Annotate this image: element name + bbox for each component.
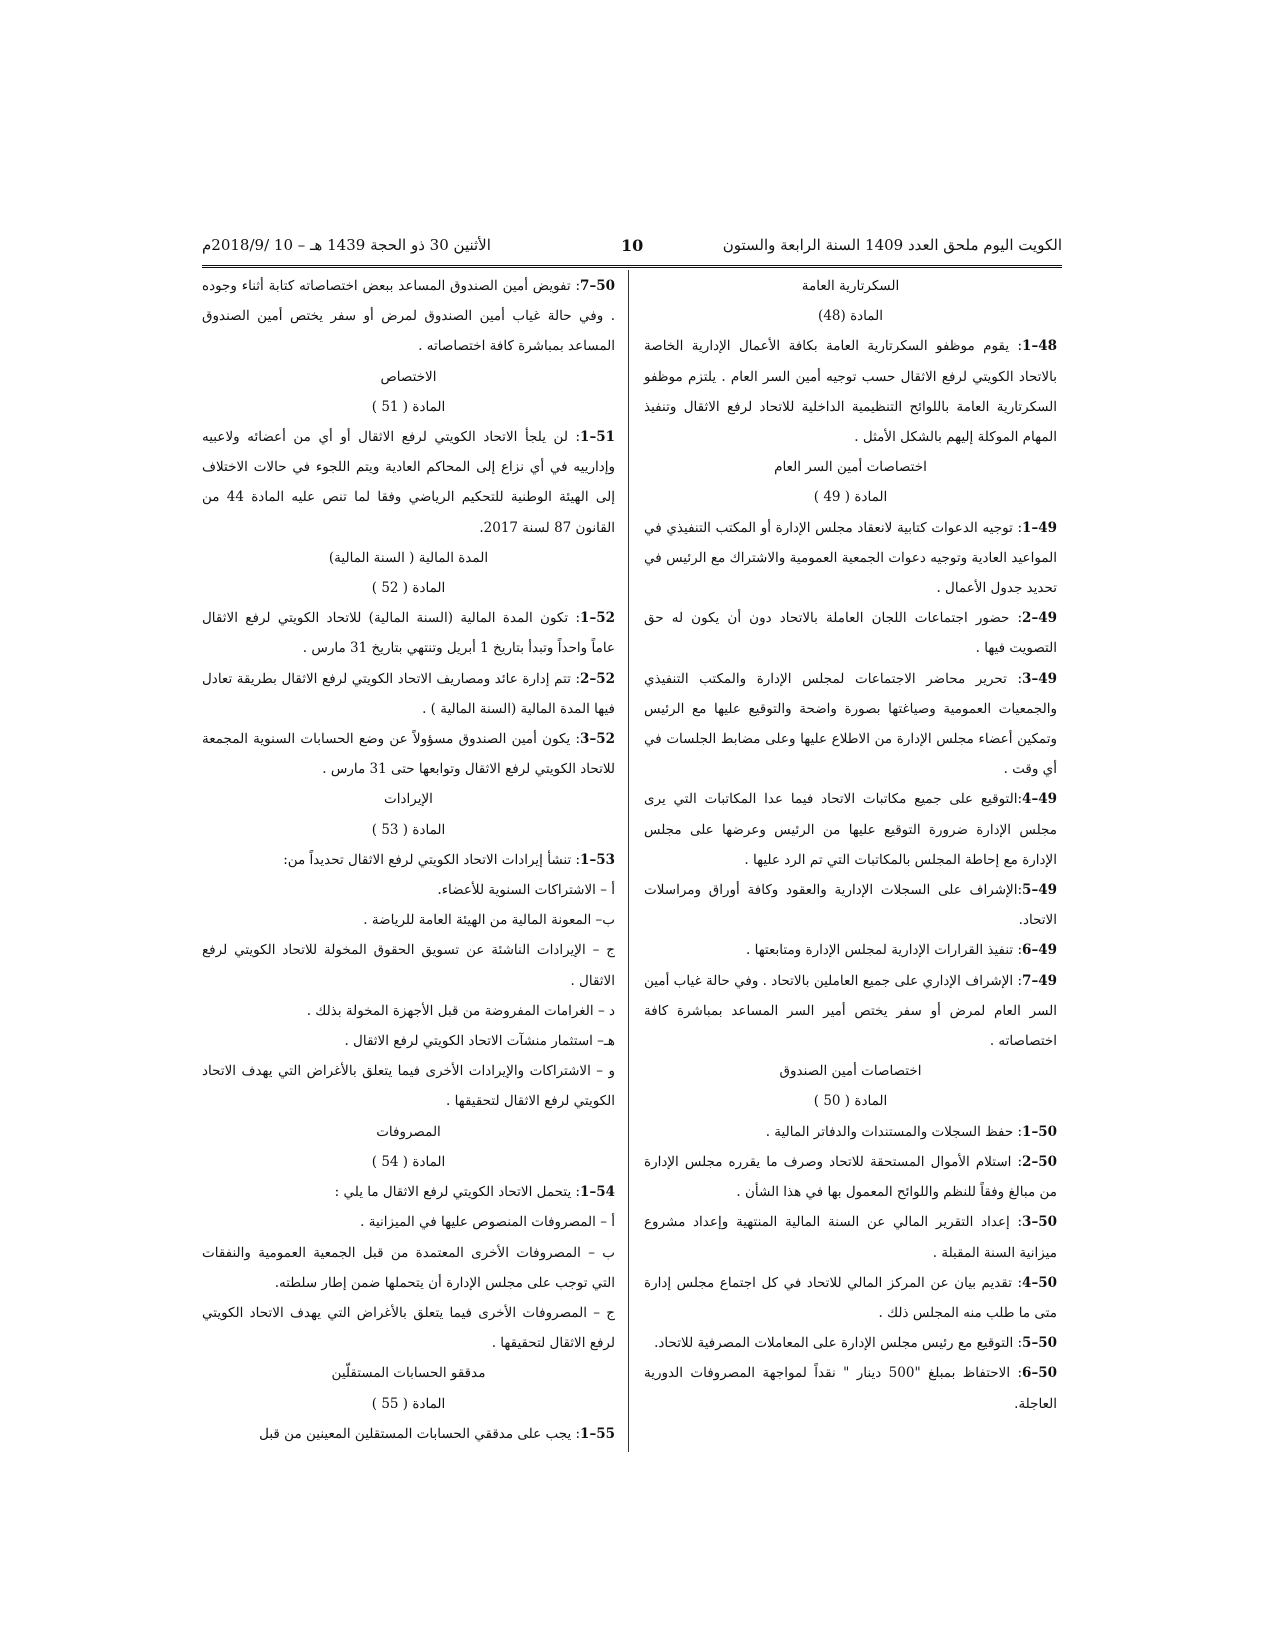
article-paragraph bbox=[202, 1207, 615, 1237]
clause-text: : توجيه الدعوات كتابية لانعقاد مجلس الإدارة أو المكتب التنفيذي في المواعيد العادية وتوجيه دعوات الجمعية العمومية والاشتراك مع الرئيس في تحديد جدول الأعمال . bbox=[644, 519, 1057, 597]
clause-number: 48–1 bbox=[1022, 338, 1057, 355]
clause-text: : تكون المدة المالية (السنة المالية) للاتحاد الكويتي لرفع الاثقال عاماً واحداً وتبدأ بتاريخ 1 أبريل وتنتهي بتاريخ 31 مارس . bbox=[202, 610, 615, 657]
article-paragraph bbox=[644, 784, 1057, 875]
article-paragraph bbox=[202, 875, 615, 905]
section-heading: مدققو الحسابات المستقلّين bbox=[331, 1365, 486, 1382]
clause-number: 50–5 bbox=[1022, 1335, 1057, 1352]
article-paragraph bbox=[202, 1056, 615, 1116]
clause-text: ب– المعونة المالية من الهيئة العامة للرياضة . bbox=[363, 912, 615, 929]
section-heading: المادة ( 54 ) bbox=[371, 1153, 446, 1170]
article-paragraph bbox=[644, 1207, 1057, 1267]
clause-number: 50–3 bbox=[1022, 1214, 1057, 1231]
clause-text: : تقديم بيان عن المركز المالي للاتحاد في كل اجتماع مجلس إدارة متى ما طلب منه المجلس ذلك . bbox=[644, 1274, 1057, 1321]
clause-text: : الاحتفاظ بمبلغ "500 دينار " نقداً لمواجهة المصروفات الدورية العاجلة. bbox=[644, 1365, 1057, 1412]
section-heading: اختصاصات أمين السر العام bbox=[774, 459, 927, 476]
section-heading: المادة ( 49 ) bbox=[813, 489, 888, 506]
section-heading: الاختصاص bbox=[380, 368, 437, 385]
article-paragraph bbox=[202, 935, 615, 995]
clause-number: 54–1 bbox=[580, 1184, 615, 1201]
section-heading: المادة ( 55 ) bbox=[371, 1395, 446, 1412]
page-header bbox=[202, 236, 1062, 260]
clause-text: : تنشأ إيرادات الاتحاد الكويتي لرفع الاثقال تحديداً من: bbox=[283, 851, 581, 868]
clause-text: : تفويض أمين الصندوق المساعد ببعض اختصاصاته كتابة أثناء وجوده . وفي حالة غياب أمين الصندوق لمرض أو سفر يختص أمين الصندوق المساعد بمباشرة كافة اختصاصاته . bbox=[202, 278, 615, 355]
section-heading: المادة ( 50 ) bbox=[813, 1093, 888, 1110]
clause-number: 53–1 bbox=[580, 851, 615, 868]
clause-text: : تحرير محاضر الاجتماعات لمجلس الإدارة والمكتب التنفيذي والجمعيات العمومية وصياغتها بصورة واضحة والتوقيع عليها مع الرئيس وتمكين أعضاء مجلس الإدارة من الاطلاع عليها وعلى مضابط الجلسات في أي وقت . bbox=[644, 670, 1057, 778]
article-paragraph bbox=[202, 724, 615, 784]
article-paragraph bbox=[202, 422, 615, 543]
clause-number: 50–1 bbox=[1022, 1123, 1057, 1140]
section-heading: المصروفات bbox=[376, 1123, 441, 1140]
clause-text: : استلام الأموال المستحقة للاتحاد وصرف ما يقرره مجلس الإدارة من مبالغ وفقاً للنظم واللوائح المعمول بها في هذا الشأن . bbox=[644, 1153, 1057, 1201]
clause-number: 55–1 bbox=[580, 1425, 615, 1442]
section-heading: السكرتارية العامة bbox=[801, 278, 900, 294]
clause-number: 50–6 bbox=[1022, 1365, 1057, 1382]
clause-number: 50–2 bbox=[1022, 1153, 1057, 1170]
article-paragraph bbox=[644, 966, 1057, 1057]
clause-text: هـ– استثمار منشآت الاتحاد الكويتي لرفع الاثقال . bbox=[344, 1033, 615, 1050]
section-heading: المدة المالية ( السنة المالية) bbox=[328, 549, 489, 566]
article-paragraph bbox=[202, 1177, 615, 1207]
clause-text: : تنفيذ القرارات الإدارية لمجلس الإدارة ومتابعتها . bbox=[746, 942, 1023, 959]
article-paragraph bbox=[644, 1117, 1057, 1147]
clause-text: ج – المصروفات الأخرى فيما يتعلق بالأغراض التي يهدف الاتحاد الكويتي لرفع الاثقال لتحقيقها . bbox=[202, 1304, 615, 1352]
article-paragraph bbox=[644, 1358, 1057, 1418]
article-paragraph bbox=[644, 1328, 1057, 1358]
clause-text: : إعداد التقرير المالي عن السنة المالية المنتهية وإعداد مشروع ميزانية السنة المقبلة . bbox=[644, 1214, 1057, 1261]
article-paragraph bbox=[202, 1026, 615, 1056]
clause-number: 49–2 bbox=[1022, 610, 1057, 627]
article-paragraph bbox=[644, 603, 1057, 663]
article-paragraph bbox=[644, 875, 1057, 935]
article-paragraph bbox=[202, 664, 615, 724]
clause-text: : حفظ السجلات والمستندات والدفاتر المالية . bbox=[765, 1123, 1023, 1140]
clause-text: : تتم إدارة عائد ومصاريف الاتحاد الكويتي لرفع الاثقال بطريقة تعادل فيها المدة المالية (السنة المالية ) . bbox=[202, 670, 615, 717]
clause-text: :الإشراف على السجلات الإدارية والعقود وكافة أوراق ومراسلات الاتحاد. bbox=[644, 882, 1057, 929]
section-heading: المادة ( 52 ) bbox=[371, 580, 446, 597]
header-rule bbox=[202, 265, 1062, 268]
clause-text: أ – المصروفات المنصوص عليها في الميزانية . bbox=[360, 1214, 615, 1231]
header-publication-info: الكويت اليوم ملحق العدد 1409 السنة الرابعة والستون bbox=[722, 236, 1062, 254]
article-paragraph bbox=[202, 1419, 615, 1449]
clause-number: 49–3 bbox=[1022, 670, 1057, 687]
page-number: 10 bbox=[621, 236, 644, 255]
article-paragraph bbox=[644, 513, 1057, 604]
clause-number: 49–5 bbox=[1022, 882, 1057, 899]
article-paragraph bbox=[202, 996, 615, 1026]
article-paragraph bbox=[644, 1268, 1057, 1328]
article-paragraph bbox=[202, 845, 615, 875]
clause-number: 49–6 bbox=[1022, 942, 1057, 959]
article-paragraph bbox=[644, 664, 1057, 785]
column-divider bbox=[628, 270, 629, 1452]
article-paragraph bbox=[202, 1238, 615, 1298]
clause-text: : يجب على مدققي الحسابات المستقلين المعينين من قبل bbox=[259, 1425, 581, 1442]
clause-number: 50–4 bbox=[1022, 1274, 1057, 1291]
clause-text: د – الغرامات المفروضة من قبل الأجهزة المخولة بذلك . bbox=[306, 1002, 615, 1019]
section-heading: المادة ( 51 ) bbox=[371, 398, 446, 415]
section-heading: اختصاصات أمين الصندوق bbox=[779, 1063, 922, 1080]
article-paragraph bbox=[202, 905, 615, 935]
section-heading: الإيرادات bbox=[384, 791, 433, 808]
clause-text: :التوقيع على جميع مكاتبات الاتحاد فيما عدا المكاتبات التي يرى مجلس الإدارة ضرورة التوقيع عليها من الرئيس وعرضها على مجلس الإدارة مع إحاطة المجلس بالمكاتبات التي تم الرد عليها . bbox=[644, 791, 1057, 868]
article-paragraph bbox=[202, 603, 615, 663]
article-paragraph bbox=[202, 1298, 615, 1358]
article-paragraph bbox=[644, 331, 1057, 452]
clause-text: و – الاشتراكات والإيرادات الأخرى فيما يتعلق بالأغراض التي يهدف الاتحاد الكويتي لرفع الاثقال لتحقيقها . bbox=[202, 1063, 615, 1110]
clause-text: : التوقيع مع رئيس مجلس الإدارة على المعاملات المصرفية للاتحاد. bbox=[654, 1335, 1023, 1352]
clause-number: 51–1 bbox=[580, 429, 615, 446]
header-date: الأثنين 30 ذو الحجة 1439 هـ – 10 /2018/9م bbox=[202, 236, 491, 254]
clause-text: : لن يلجأ الاتحاد الكويتي لرفع الاثقال أو أي من أعضائه ولاعبيه وإدارييه في أي نزاع إلى المحاكم العادية ويتم اللجوء في حالات الاختلاف إلى الهيئة الوطنية للتحكيم الرياضي وفقا لما تنص عليه المادة 44 من القانون 87 لسنة 2017. bbox=[202, 429, 615, 536]
clause-number: 52–1 bbox=[580, 610, 615, 627]
clause-number: 49–1 bbox=[1022, 519, 1057, 536]
clause-text: : الإشراف الإداري على جميع العاملين بالاتحاد . وفي حالة غياب أمين السر العام لمرض أو سفر يختص أمير السر المساعد بمباشرة كافة اختصاصاته . bbox=[644, 972, 1057, 1050]
clause-text: : يكون أمين الصندوق مسؤولاً عن وضع الحسابات السنوية المجمعة للاتحاد الكويتي لرفع الاثقال وتوابعها حتى 31 مارس . bbox=[202, 731, 615, 778]
section-heading: المادة ( 53 ) bbox=[371, 821, 446, 838]
clause-number: 52–2 bbox=[580, 670, 615, 687]
clause-text: : يقوم موظفو السكرتارية العامة بكافة الأعمال الإدارية الخاصة بالاتحاد الكويتي لرفع الاثقال حسب توجيه أمين السر العام . يلتزم موظفو السكرتارية العامة باللوائح التنظيمية الداخلية للاتحاد لرفع الاثقال وتنفيذ المهام الموكلة إليهم بالشكل الأمثل . bbox=[644, 338, 1057, 446]
clause-number: 50–7 bbox=[580, 278, 615, 294]
clause-text: : يتحمل الاتحاد الكويتي لرفع الاثقال ما يلي : bbox=[334, 1184, 581, 1201]
right-column bbox=[644, 271, 1057, 1419]
clause-text: أ – الاشتراكات السنوية للأعضاء. bbox=[437, 882, 615, 899]
clause-text: ج – الإيرادات الناشئة عن تسويق الحقوق المخولة للاتحاد الكويتي لرفع الاثقال . bbox=[202, 942, 615, 989]
clause-number: 49–7 bbox=[1022, 972, 1057, 989]
article-paragraph bbox=[202, 271, 615, 362]
article-paragraph bbox=[644, 1147, 1057, 1207]
clause-number: 52–3 bbox=[580, 731, 615, 748]
clause-text: : حضور اجتماعات اللجان العاملة بالاتحاد دون أن يكون له حق التصويت فيها . bbox=[644, 610, 1057, 657]
left-column bbox=[202, 271, 615, 1449]
clause-number: 49–4 bbox=[1022, 791, 1057, 808]
section-heading: المادة (48) bbox=[818, 308, 883, 325]
clause-text: ب – المصروفات الأخرى المعتمدة من قبل الجمعية العمومية والنفقات التي توجب على مجلس الإدارة أن يتحملها ضمن إطار سلطته. bbox=[202, 1244, 615, 1291]
article-paragraph bbox=[644, 935, 1057, 965]
